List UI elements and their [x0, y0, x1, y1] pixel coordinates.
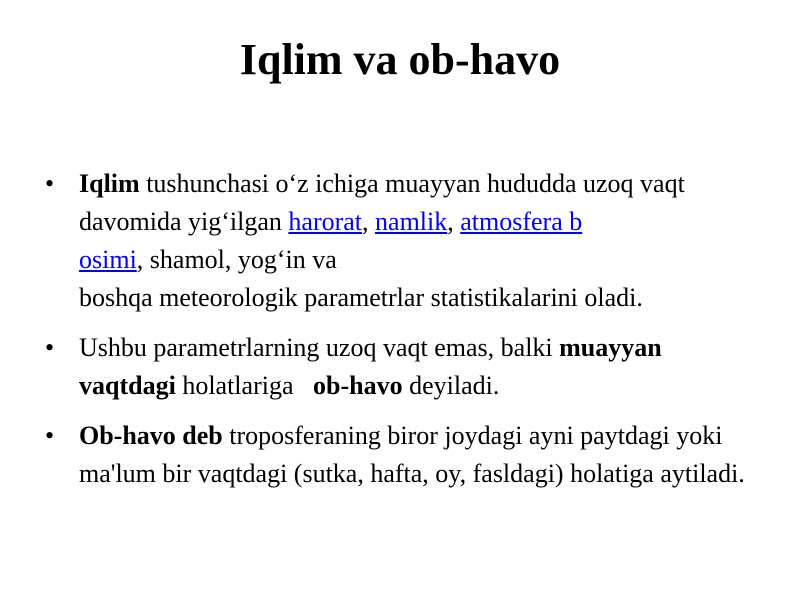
term-ob-havo: ob-havo — [313, 371, 403, 400]
link-namlik[interactable]: namlik — [375, 207, 448, 236]
link-atmosfera-bosimi-a[interactable]: atmosfera b — [460, 207, 583, 236]
text-segment: boshqa meteorologik parametrlar statistikalarini oladi. — [79, 283, 643, 312]
slide-title: Iqlim va ob-havo — [239, 35, 561, 84]
text-segment: , — [362, 207, 376, 236]
bullet-text — [79, 165, 745, 317]
link-harorat[interactable]: harorat — [288, 207, 363, 236]
text-segment: , — [447, 207, 461, 236]
link-atmosfera-bosimi-b[interactable]: osimi — [79, 245, 137, 274]
bullet-text — [79, 329, 745, 405]
text-segment: holatlariga — [175, 371, 313, 400]
text-segment: , shamol, yog‘in va — [136, 245, 337, 274]
text-segment: deyiladi. — [402, 371, 500, 400]
bullet-item-iqlim — [45, 165, 745, 317]
bullet-list — [45, 165, 745, 505]
term-iqlim: Iqlim — [79, 169, 140, 198]
text-segment — [79, 245, 337, 274]
text-segment: Ushbu parametrlarning uzoq vaqt emas, balki — [79, 333, 560, 362]
bullet-dot-icon: • — [45, 333, 55, 362]
bullet-item-parametrlar — [45, 329, 745, 405]
text-segment: troposferaning biror joydagi ayni paytdagi yoki ma'lum bir vaqtdagi (sutka, hafta, oy, fasldagi) holatiga aytiladi. — [79, 421, 745, 488]
bullet-dot-icon: • — [45, 169, 55, 198]
bullet-item-ob-havo — [45, 417, 745, 493]
term-ob-havo-deb: Ob-havo deb — [79, 421, 223, 450]
text-segment: tushunchasi o‘z ichiga muayyan hududda uzoq vaqt davomida yig‘ilgan — [79, 169, 685, 236]
bullet-dot-icon: • — [45, 421, 55, 450]
bullet-text — [79, 417, 745, 493]
term-muayyan-vaqtdagi: muayyan vaqtdagi — [79, 333, 662, 400]
